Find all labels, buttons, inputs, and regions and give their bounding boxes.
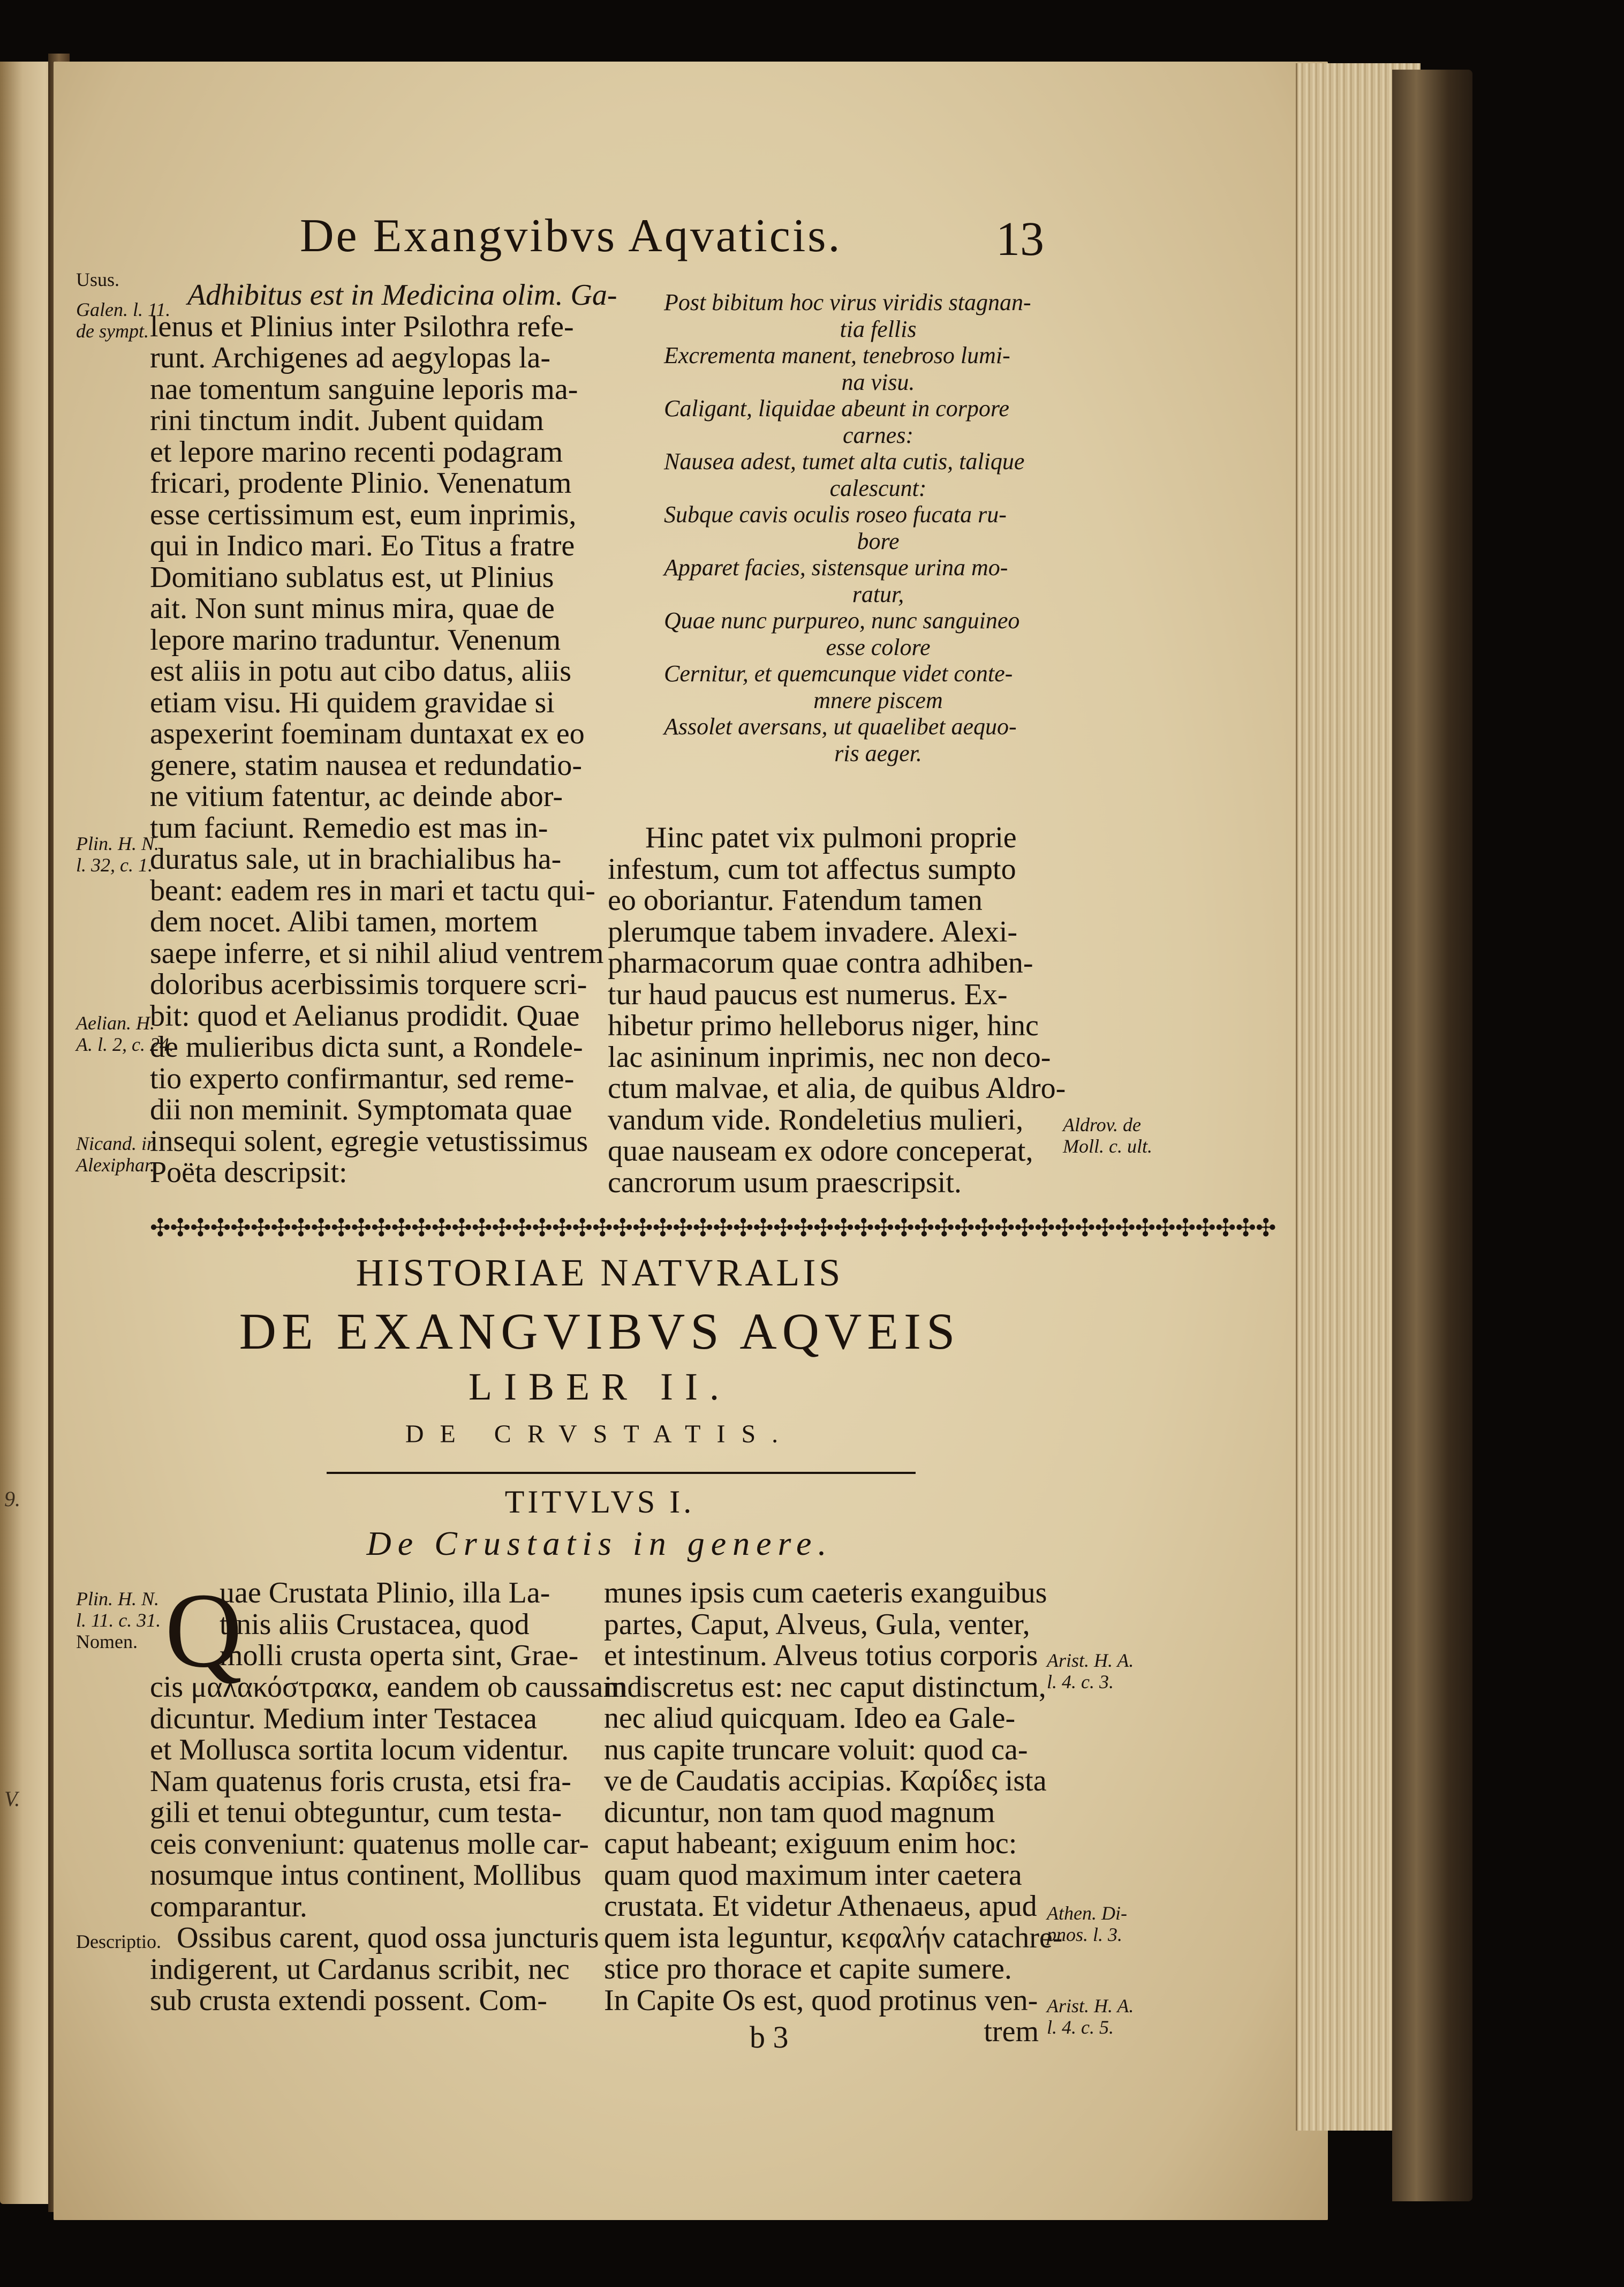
- facing-page-fragment: 9.: [4, 1487, 20, 1511]
- column-2-top: Hinc patet vix pulmoni proprie infestum, cum tot affectus sumpto eo oboriantur. Fatendum tamen plerumque tabem invadere. Alexi- pharmacorum quae contra adhiben- tur haud paucus est numerus. Ex- hibetur primo helleborus niger, hinc lac asininum inprimis, nec non deco- ctum malvae, et alia, de quibus Aldro- vandum vide. Rondeletius mulieri, quae nauseam ex odore conceperat, cancrorum usum praescripsit.: [608, 821, 1066, 1199]
- signature-mark: b 3: [750, 2020, 789, 2055]
- column-1-top: Adhibitus est in Medicina olim. Ga- lenus et Plinius inter Psilothra refe- runt. Archigenes ad aegylopas la- nae tomentum sanguine leporis ma- rini tinctum indit. Jubent quidam et lepore marino recenti podagram fricari, prodente Plinio. Venenatum esse certissimum est, eum inprimis, qui in Indico mari. Eo Titus a fratre Domitiano sublatus est, ut Plinius ait. Non sunt minus mira, quae de lepore marino traduntur. Venenum est aliis in potu aut cibo datus, aliis etiam visu. Hi quidem gravidae si aspexerint foeminam duntaxat ex eo genere, statim nausea et redundatio- ne vitium fatentur, ac deinde abor- tum faciunt. Remedio est mas in- duratus sale, ut in brachialibus ha- beant: eadem res in mari et tactu qui- dem nocet. Alibi tamen, mortem saepe inferre, et si nihil aliud ventrem doloribus acerbissimis torquere scri- bit: quod et Aelianus prodidit. Quae de mulieribus dicta sunt, a Rondele- tio experto confirmantur, sed reme- dii non meminit. Symptomata quae insequi solent, egregie vetustissimus Poëta descripsit:: [150, 279, 617, 1189]
- margin-note-nicander: Nicand. in Alexiphar.: [76, 1133, 156, 1176]
- heading-de-crustatis: DE CRVSTATIS.: [405, 1420, 795, 1448]
- heading-de-exangvibvs: DE EXANGVIBVS AQVEIS: [239, 1303, 961, 1360]
- running-head: De Exangvibvs Aqvaticis.: [300, 210, 842, 262]
- margin-note-athenaeus: Athen. Di- pnos. l. 3.: [1047, 1902, 1127, 1945]
- margin-note-plinius-nomen: Plin. H. N. l. 11. c. 31. Nomen.: [76, 1588, 161, 1652]
- margin-note-descriptio: Descriptio.: [76, 1931, 161, 1952]
- margin-note-plinius: Plin. H. N. l. 32, c. 1.: [76, 833, 160, 876]
- column-1-bottom: cis μαλακόστρακα, eandem ob caussam dicuntur. Medium inter Testacea et Mollusca sortita locum videntur. Nam quatenus foris crusta, etsi fra- gili et tenui obteguntur, cum testa- ceis conveniunt: quatenus molle car- nosumque intus continent, Mollibus comparantur. Ossibus carent, quod ossa juncturis indigerent, ut Cardanus scribit, nec sub crusta extendi possent. Com-: [150, 1671, 626, 2017]
- book-cover: [1392, 70, 1472, 2201]
- margin-note-aristotle-2: Arist. H. A. l. 4. c. 5.: [1047, 1995, 1134, 2038]
- titulus-subheading: De Crustatis in genere.: [366, 1524, 833, 1562]
- margin-note-usus: Usus.: [76, 269, 120, 290]
- heading-historiae: HISTORIAE NATVRALIS: [356, 1251, 844, 1294]
- drop-cap: Q: [165, 1571, 243, 1690]
- margin-note-aldrovandus: Aldrov. de Moll. c. ult.: [1063, 1114, 1152, 1157]
- column-1-bottom-indented: uae Crustata Plinio, illa La- tinis aliis Crustacea, quod molli crusta operta sint, Grae-: [220, 1576, 579, 1672]
- poem-quotation: Post bibitum hoc virus viridis stagnan- tia fellis Excrementa manent, tenebroso lumi- na visu. Caligant, liquidae abeunt in corpore carnes: Nausea adest, tumet alta cutis, talique calescunt: Subque cavis oculis roseo fucata ru- bore Apparet facies, sistensque urina mo- ratur, Quae nunc purpureo, nunc sanguineo esse colore Cernitur, et quemcunque videt conte- mnere piscem Assolet aversans, ut quaelibet aequo- ris aeger.: [664, 289, 1031, 766]
- page-number: 13: [996, 213, 1044, 266]
- margin-note-galen: Galen. l. 11. de sympt.: [76, 299, 171, 342]
- facing-page-fragment: V.: [4, 1787, 20, 1811]
- titulus-heading: TITVLVS I.: [504, 1484, 695, 1519]
- margin-note-aelian: Aelian. H. A. l. 2, c. 24.: [76, 1012, 174, 1055]
- heading-liber: LIBER II.: [469, 1365, 731, 1408]
- heading-divider: [327, 1472, 916, 1474]
- column-2-bottom: munes ipsis cum caeteris exanguibus partes, Caput, Alveus, Gula, venter, et intestinum. Alveus totius corporis indiscretus est: nec caput distinctum, nec aliud quicquam. Ideo ea Gale- nus capite truncare voluit: quod ca- ve de Caudatis accipias. Καρίδες ista dicuntur, non tam quod magnum caput habeant; exiguum enim hoc: quam quod maximum inter caetera crustata. Et videtur Athenaeus, apud quem ista leguntur, κεφαλήν catachre- stice pro thorace et capite sumere. In Capite Os est, quod protinus ven- trem: [604, 1576, 1063, 2048]
- ornamental-rule: ✣✣✣✣✣✣✣✣✣✣✣✣✣✣✣✣✣✣✣✣✣✣✣✣✣✣✣✣✣✣✣✣✣✣✣✣✣✣✣✣✣✣✣✣✣✣✣✣✣✣✣✣✣✣✣✣: [150, 1213, 1276, 1242]
- margin-note-aristotle-1: Arist. H. A. l. 4. c. 3.: [1047, 1650, 1134, 1692]
